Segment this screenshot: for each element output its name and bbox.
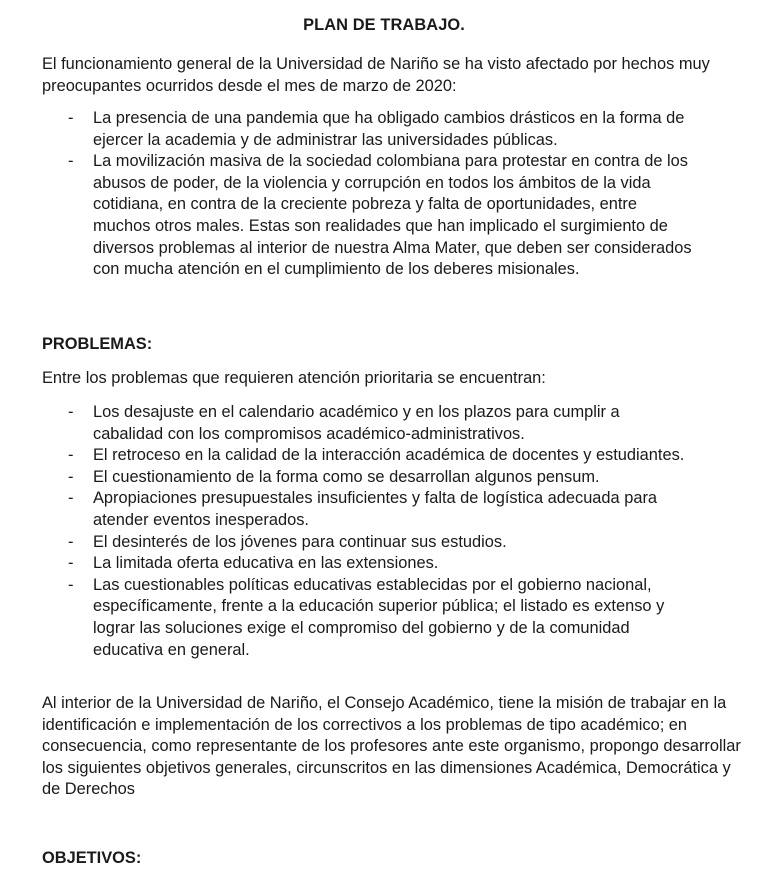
list-item-text: El cuestionamiento de la forma como se desarrollan algunos pensum. — [93, 467, 600, 486]
bullet-marker: - — [68, 152, 74, 171]
list-item — [0, 575, 693, 661]
bullet-marker: - — [68, 532, 74, 551]
intro-paragraph: El funcionamiento general de la Universidad de Nariño se ha visto afectado por hechos muy preocupantes ocurridos desde el mes de marzo de 2020: — [42, 55, 710, 95]
list-item — [0, 467, 693, 489]
list-item-text: El retroceso en la calidad de la interacción académica de docentes y estudiantes. — [93, 446, 685, 465]
problems-heading: PROBLEMAS: — [42, 335, 153, 353]
list-item-text: La movilización masiva de la sociedad colombiana para protestar en contra de los abusos de poder, de la violencia y corrupción en todos los ámbitos de la vida cotidiana, en contra de la creciente pobreza y falta de oportunidades, entre muchos otros males. Estas son realidades que han implicado el surgimiento de diversos problemas al interior de nuestra Alma Mater, que deben ser considerados con mucha atención en el cumplimiento de los deberes misionales. — [93, 152, 692, 279]
bullet-marker: - — [68, 554, 74, 573]
list-item — [0, 488, 693, 531]
list-item-text: El desinterés de los jóvenes para continuar sus estudios. — [93, 532, 507, 551]
list-item-text: Apropiaciones presupuestales insuficientes y falta de logística adecuada para atender eventos inesperados. — [93, 489, 658, 529]
bullet-marker: - — [68, 109, 74, 127]
problems-list — [0, 402, 768, 661]
list-item — [0, 402, 693, 445]
list-item-text: Los desajuste en el calendario académico y en los plazos para cumplir a cabalidad con los compromisos académico-administrativos. — [93, 403, 620, 443]
document-title: PLAN DE TRABAJO. — [303, 16, 465, 34]
closing-paragraph: Al interior de la Universidad de Nariño, el Consejo Académico, tiene la misión de trabajar en la identificación e implementación de los correctivos a los problemas de tipo académico; en consecuencia, como representante de los profesores ante este organismo, propongo desarrollar los siguientes objetivos generales, circunscritos en las dimensiones Académica, Democrática y de Derechos — [42, 694, 741, 799]
list-item-text: Las cuestionables políticas educativas establecidas por el gobierno nacional, específicamente, frente a la educación superior pública; el listado es extenso y lograr las soluciones exige el compromiso del gobierno y de la comunidad educativa en general. — [93, 575, 665, 659]
bullet-marker: - — [68, 575, 74, 594]
bullet-marker: - — [68, 403, 74, 421]
list-item — [0, 553, 693, 575]
list-item — [0, 445, 693, 467]
bullet-marker: - — [68, 467, 74, 486]
bullet-marker: - — [68, 446, 74, 465]
bullet-marker: - — [68, 489, 74, 508]
list-item-text: La limitada oferta educativa en las extensiones. — [93, 554, 439, 573]
list-item — [0, 151, 693, 281]
list-item — [0, 108, 693, 151]
list-item — [0, 532, 693, 554]
context-list — [0, 108, 768, 281]
objectives-heading: OBJETIVOS: — [42, 849, 142, 867]
list-item-text: La presencia de una pandemia que ha obligado cambios drásticos en la forma de ejercer la academia y de administrar las universidades públicas. — [93, 109, 685, 149]
problems-intro: Entre los problemas que requieren atención prioritaria se encuentran: — [42, 369, 546, 387]
